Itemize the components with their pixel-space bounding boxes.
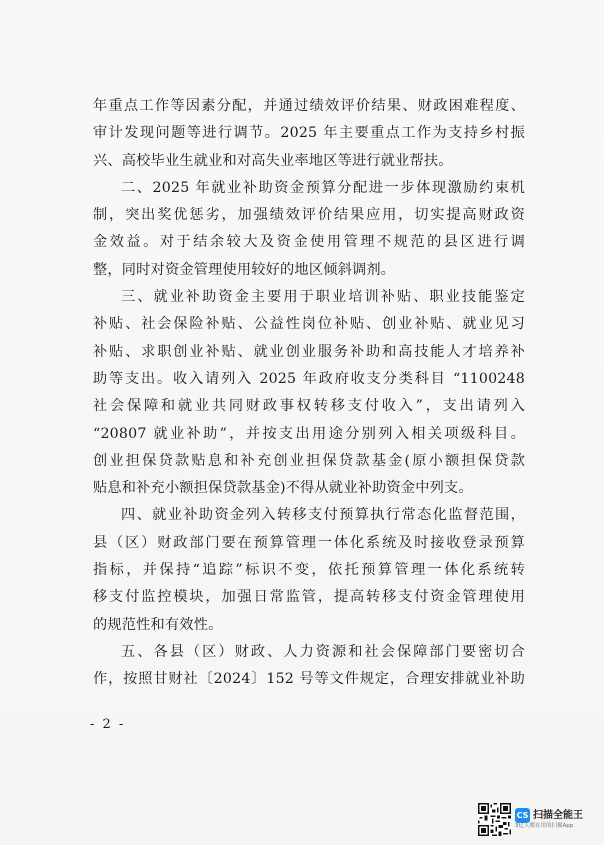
text-line: 二、2025 年就业补助资金预算分配进一步体现激励约束机 xyxy=(121,179,525,196)
camscanner-logo-icon: CS xyxy=(515,808,530,823)
text-line: 移支付监控模块，加强日常监管，提高转移支付资金管理使用 xyxy=(93,589,525,606)
watermark-title: 扫描全能王 xyxy=(533,810,583,822)
text-line: 县（区）财政部门要在预算管理一体化系统及时接收登录预算 xyxy=(93,534,525,551)
text-line: 三、就业补助资金主要用于职业培训补贴、职业技能鉴定 xyxy=(121,289,525,306)
text-line: 助等支出。收入请列入 2025 年政府收支分类科目 “1100248 xyxy=(93,370,525,387)
text-line: 五、各县（区）财政、人力资源和社会保障部门要密切合 xyxy=(121,643,525,660)
text-line: 审计发现问题等进行调节。2025 年主要重点工作为支持乡村振 xyxy=(93,125,525,142)
text-line: 金效益。对于结余较大及资金使用管理不规范的县区进行调 xyxy=(93,234,525,251)
text-line: 作，按照甘财社〔2024〕152 号等文件规定，合理安排就业补助 xyxy=(93,671,525,688)
text-line: 社会保障和就业共同财政事权转移支付收入”，支出请列入 xyxy=(93,398,525,415)
text-line: 兴、高校毕业生就业和对高失业率地区等进行就业帮扶。 xyxy=(93,152,453,169)
text-line: 贴息和补充小额担保贷款基金)不得从就业补助资金中列支。 xyxy=(93,480,473,497)
body-text xyxy=(93,93,525,694)
text-line: 指标，并保持“追踪”标识不变，依托预算管理一体化系统转 xyxy=(93,562,525,579)
text-line: 补贴、求职创业补贴、就业创业服务补助和高技能人才培养补 xyxy=(93,343,525,360)
text-line: 的规范性和有效性。 xyxy=(93,616,223,633)
page-number: - 2 - xyxy=(90,717,126,732)
text-line: 制，突出奖优惩劣，加强绩效评价结果应用，切实提高财政资 xyxy=(93,207,525,224)
scanner-watermark xyxy=(478,801,600,837)
text-line: 年重点工作等因素分配，并通过绩效评价结果、财政困难程度、 xyxy=(93,98,525,114)
watermark-subtitle: 3亿人都在用的扫描App xyxy=(515,823,574,830)
qr-code-icon xyxy=(478,803,511,836)
text-line: 创业担保贷款贴息和补充创业担保贷款基金(原小额担保贷款 xyxy=(93,452,525,469)
text-line: 补贴、社会保险补贴、公益性岗位补贴、创业补贴、就业见习 xyxy=(93,316,525,333)
text-line: 四、就业补助资金列入转移支付预算执行常态化监督范围， xyxy=(121,507,525,524)
text-line: 整，同时对资金管理使用较好的地区倾斜调剂。 xyxy=(93,261,396,278)
text-line: “20807 就业补助”，并按支出用途分别列入相关项级科目。 xyxy=(93,425,525,442)
watermark-text xyxy=(515,808,583,829)
